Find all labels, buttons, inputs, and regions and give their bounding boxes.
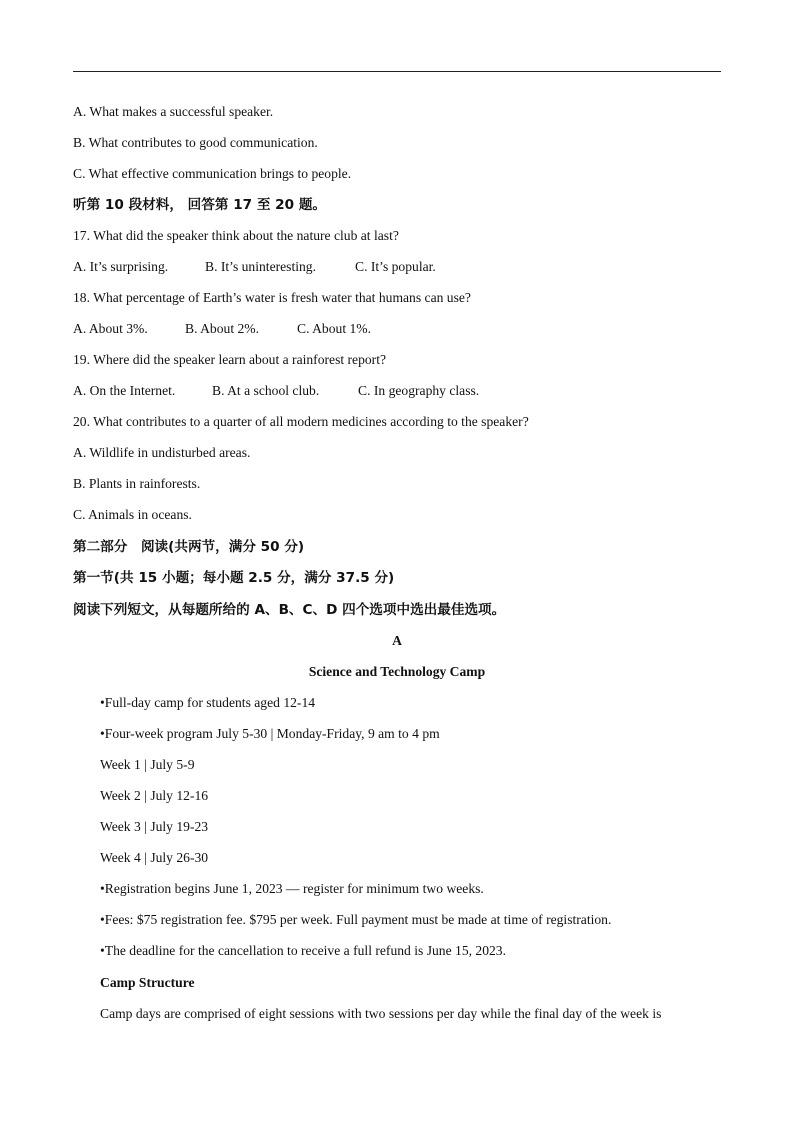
camp-week-2: Week 2 | July 12-16 — [100, 788, 209, 803]
section10-heading: 听第 10 段材料， 回答第 17 至 20 题。 — [73, 197, 327, 213]
camp-week-3: Week 3 | July 19-23 — [100, 819, 209, 834]
q20-option-c: C. Animals in oceans. — [73, 507, 192, 522]
passage-letter: A — [392, 633, 402, 648]
camp-cancellation: •The deadline for the cancellation to receive a full refund is June 15, 2023. — [100, 943, 507, 958]
q18-option-c: C. About 1%. — [297, 321, 372, 336]
q17-option-b: B. It’s uninteresting. — [205, 259, 317, 274]
q18-option-b: B. About 2%. — [185, 321, 260, 336]
camp-line-1: •Full-day camp for students aged 12-14 — [100, 695, 316, 710]
camp-structure-text: Camp days are comprised of eight sessions with two sessions per day while the final day of the week is — [100, 1006, 662, 1021]
q19-question: 19. Where did the speaker learn about a rainforest report? — [73, 352, 387, 367]
camp-fees: •Fees: $75 registration fee. $795 per week. Full payment must be made at time of registration. — [100, 912, 612, 927]
q19-option-c: C. In geography class. — [358, 383, 480, 398]
q18-options — [73, 320, 371, 338]
q16-option-b: B. What contributes to good communication. — [73, 135, 318, 150]
q17-question: 17. What did the speaker think about the nature club at last? — [73, 228, 399, 243]
passage-title: Science and Technology Camp — [308, 664, 486, 679]
q17-option-c: C. It’s popular. — [355, 259, 436, 274]
camp-structure-heading: Camp Structure — [100, 975, 195, 990]
q18-option-a: A. About 3%. — [73, 321, 148, 336]
q19-option-a: A. On the Internet. — [73, 383, 176, 398]
q19-option-b: B. At a school club. — [212, 383, 320, 398]
q19-options — [73, 382, 479, 400]
camp-week-1: Week 1 | July 5-9 — [100, 757, 195, 772]
q20-question: 20. What contributes to a quarter of all modern medicines according to the speaker? — [73, 414, 529, 429]
q20-option-a: A. Wildlife in undisturbed areas. — [73, 445, 251, 460]
reading-instructions: 阅读下列短文，从每题所给的 A、B、C、D 四个选项中选出最佳选项。 — [73, 602, 506, 618]
q16-option-c: C. What effective communication brings to people. — [73, 166, 352, 181]
q16-option-a: A. What makes a successful speaker. — [73, 104, 274, 119]
camp-week-4: Week 4 | July 26-30 — [100, 850, 209, 865]
camp-registration: •Registration begins June 1, 2023 — register for minimum two weeks. — [100, 881, 484, 896]
q18-question: 18. What percentage of Earth’s water is fresh water that humans can use? — [73, 290, 471, 305]
header-rule — [73, 71, 721, 72]
section1-heading: 第一节(共 15 小题；每小题 2.5 分，满分 37.5 分) — [73, 570, 395, 586]
camp-line-2: •Four-week program July 5-30 | Monday-Friday, 9 am to 4 pm — [100, 726, 440, 741]
q20-option-b: B. Plants in rainforests. — [73, 476, 201, 491]
q17-option-a: A. It’s surprising. — [73, 259, 169, 274]
part2-heading: 第二部分 阅读(共两节，满分 50 分) — [73, 539, 305, 555]
q17-options — [73, 258, 436, 276]
